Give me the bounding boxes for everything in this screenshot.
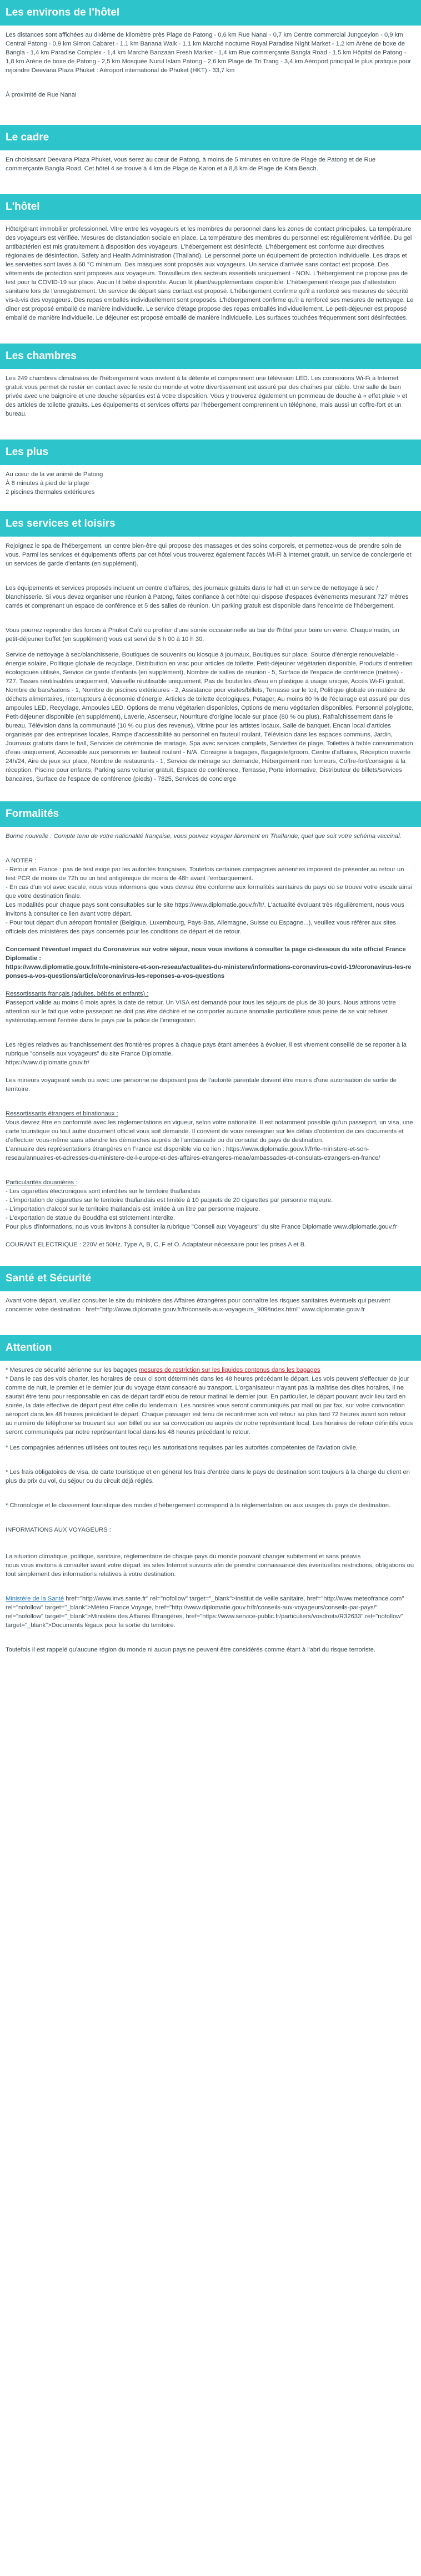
section-body-cadre [0,150,421,186]
ministere-rest: href="http://www.invs.sante.fr" rel="nofollow" target="_blank">Institut de veille sanitaire, href="http://www.meteofrance.com" rel="nofollow" target="_blank">Météo France Voyage, href="http://www.diplomatie.gouv.fr/fr/conseils-aux-voyageurs/conseils-par-pays/" rel="nofollow" target="_blank">Ministère des Affaires Étrangères, href="https://www.service-public.fr/particuliers/vosdroits/R32633" rel="nofollow" target="_blank">Documents légaux pour la sortie du territoire. [6,1595,404,1629]
section-title-sante: Santé et Sécurité [0,1266,421,1291]
rules-text: Les règles relatives au franchissement des frontières propres à chaque pays étant amenées à évoluer, il est vivement conseillé de se reporter à la rubrique "conseils aux voyageurs" du site France Diplomatie. [6,1042,407,1057]
ministere-sante-link[interactable]: Ministère de la Santé [6,1595,64,1602]
douane-line: - Les cigarettes électroniques sont interdites sur le territoire thaïlandais [6,1188,201,1195]
environs-distances: Les distances sont affichées au dixième de kilomètre près Plage de Patong - 0,6 km Rue Nanai - 0,7 km Centre commercial Jungceylon - 0,9 km Central Patong - 0,9 km Simon Cabaret - 1,1 km Banana Walk - 1,1 km Marché nocturne Royal Paradise Night Market - 1,2 km Arène de boxe de Bangla - 1,4 km Paradise Complex - 1,4 km Marché Banzaan Fresh Market - 1,4 km Rue commerçante Bangla Road - 1,5 km Hôpital de Patong - 1,8 km Arène de boxe de Patong - 2,5 km Mosquée Nurul Islam Patong - 2,6 km Plage de Tri Trang - 3,4 km Aéroport principal le plus pratique pour rejoindre Deevana Plaza Phuket : Aéroport international de Phuket (HKT) - 33,7 km [6,32,412,74]
plus-item: Au cœur de la vie animé de Patong [6,471,103,478]
ministere-links [6,1594,414,1630]
section-attention [0,1335,421,1668]
plus-item: 2 piscines thermales extérieures [6,489,95,496]
anoter-line: - Retour en France : pas de test exigé par les autorités françaises. Toutefois certaines compagnies aériennes imposent de présenter au retour un test PCR de moins de 72h ou un test antigénique de moins de 48h avant l'embarquement. [6,866,404,882]
anoter-line: - Pour tout départ d'un aéroport frontalier (Belgique, Luxembourg, Pays-Bas, Allemagne, Suisse ou Espagne...), veuillez vous référer aux sites officiels des ministères des pays concernés pour les conditions de départ et de retour. [6,920,396,935]
attention-airlines: * Les compagnies aériennes utilisées ont toutes reçu les autorisations requises par les autorités compétentes de l'aviation civile. [6,1444,358,1451]
services-dining: Vous pourrez reprendre des forces à Phuket Café ou profiter d'une soirée occasionnelle au bar de l'hôtel pour boire un verre. Chaque matin, un petit-déjeuner buffet (en supplément) vous est servi de 6 h 00 à 10 h 30. [6,627,399,643]
terrorism-notice: Toutefois il est rappelé qu'aucune région du monde ni aucun pays ne peuvent être considérés comme étant à l'abri du risque terroriste. [6,1646,375,1653]
douane-line: Pour plus d'informations, nous vous invitons à consulter la rubrique "Conseil aux Voyageurs" du site France Diplomatie www.diplomatie.gouv.fr [6,1224,397,1230]
courant-electrique: COURANT ELECTRIQUE : 220V et 50Hz. Type A, B, C, F et O. Adaptateur nécessaire pour les prises A et B. [6,1241,307,1248]
douane-title: Particularités douanières : [6,1179,78,1186]
section-services [0,511,421,797]
attention-fees: * Les frais obligatoires de visa, de carte touristique et en général les frais d'entrée dans le pays de destination sont toujours à la charge du client en plus du prix du vol, du séjour ou du circuit déjà réglés. [6,1469,410,1484]
minors-text: Les mineurs voyageant seuls ou avec une personne ne disposant pas de l'autorité parentale doivent être munis d'une autorisation de sortie de territoire. [6,1077,397,1093]
douane-line: - L'importation de cigarettes sur le territoire thaïlandais est limitée à 10 paquets de 20 cigarettes par personne majeure. [6,1197,333,1204]
section-title-environs: Les environs de l'hôtel [0,0,421,26]
foreign-title: Ressortissants étrangers et binationaux : [6,1110,118,1117]
services-spa: Rejoignez le spa de l'hébergement, un centre bien-être qui propose des massages et des soins corporels, et permettez-vous de prendre soin de vous. Parmi les services et équipements offerts par cet hôtel vous trouverez également l'accès Wi-Fi à Internet gratuit, un service de conciergerie et un services de garde d'enfants (en supplément). [6,543,412,567]
section-body-sante [0,1291,421,1327]
info-title: INFORMATIONS AUX VOYAGEURS : [6,1527,111,1533]
douane-line: - L'importation d'alcool sur le territoire thaïlandais est limitée à un litre par personne majeure. [6,1206,260,1213]
covid-notice: Concernant l'éventuel impact du Coronavirus sur votre séjour, nous vous invitons à consulter la page ci-dessous du site officiel France Diplomatie : [6,946,406,962]
baggage-restriction-link[interactable]: mesures de restriction sur les liquides contenus dans les bagages [139,1367,320,1373]
section-plus [0,440,421,503]
covid-link[interactable]: https://www.diplomatie.gouv.fr/fr/le-ministere-et-son-reseau/actualites-du-ministere/informations-coronavirus-covid-19/coronavirus-les-reponses-a-vos-questions/article/coronavirus-les-reponses-a-vos-questions [6,964,412,979]
plus-item: À 8 minutes à pied de la plage [6,480,89,487]
sante-text: Avant votre départ, veuillez consulter le site du ministère des Affaires étrangères pour connaître les risques sanitaires éventuels qui peuvent concerner votre destination : href="http://www.diplomatie.gouv.fr/fr/conseils-aux-voyageurs_909/index.html" www.diplomatie.gouv.fr [6,1297,390,1313]
section-body-environs [0,26,421,113]
services-business: Les équipements et services proposés incluent un centre d'affaires, des journaux gratuits dans le hall et un service de nettoyage à sec / blanchisserie. Si vous devez organiser une réunion à Patong, faites confiance à cet hôtel qui dispose d'espaces événements mesurant 727 mètres carrés et comprenant un espace de conférence et 5 des salles de réunion. Un parking gratuit est disponible dans l'enceinte de l'hébergement. [6,585,409,609]
attention-classification: * Chronologie et le classement touristique des modes d'hébergement correspond à la réglementation ou aux usages du pays de destination. [6,1502,391,1509]
section-title-hotel: L'hôtel [0,194,421,220]
fr-title: Ressortissants français (adultes, bébés et enfants) : [6,991,149,997]
section-environs [0,0,421,113]
section-title-formalites: Formalités [0,801,421,827]
section-hotel [0,194,421,336]
foreign-body: Vous devrez être en conformité avec les réglementations en vigueur, selon votre nationalité. Il est notamment possible qu'un passeport, un visa, une carte touristique ou tout autre document officiel vous soit demandé. Il convient de vous renseigner sur les délais d'obtention de ces documents et d'effectuer vous-même sans attendre les démarches auprès de l'ambassade ou du consulat du pays de destination. [6,1119,413,1144]
section-title-plus: Les plus [0,440,421,465]
section-title-chambres: Les chambres [0,344,421,369]
environs-proximity: À proximité de Rue Nanai [6,92,77,98]
section-title-services: Les services et loisirs [0,511,421,537]
formalites-intro: Bonne nouvelle : Compte tenu de votre nationalité française, vous pouvez voyager librement en Thaïlande, quel que soit votre schéma vaccinal. [6,833,402,840]
section-body-services [0,537,421,797]
douane-line: - L'exportation de statue du Bouddha est strictement interdite. [6,1215,176,1221]
section-title-attention: Attention [0,1335,421,1361]
info-line: nous vous invitons à consulter avant votre départ les sites Internet suivants afin de prendre connaissance des éventuelles restrictions, obligations ou tout simplement des informations relatives à votre destination. [6,1562,414,1578]
fr-body: Passeport valide au moins 6 mois après la date de retour. Un VISA est demandé pour tous les séjours de plus de 30 jours. Nous attirons votre attention sur le fait que votre passeport ne doit pas être déchiré et ne comporter aucune anomalie particulière sous peine de se voir refuser systématiquement l'entrée dans le pays par la police de l'immigration. [6,999,396,1024]
info-line: La situation climatique, politique, sanitaire, réglementaire de chaque pays du monde pouvant changer subitement et sans préavis [6,1553,361,1560]
cadre-text: En choisissant Deevana Plaza Phuket, vous serez au cœur de Patong, à moins de 5 minutes en voiture de Plage de Patong et de Rue commerçante Bangla Road. Cet hôtel 4 se trouve à 4 km de Plage de Karon et à 8,8 km de Plage de Kata Beach. [6,156,376,172]
rules-link[interactable]: https://www.diplomatie.gouv.fr/ [6,1059,89,1066]
foreign-list: L'annuaire des représentations étrangères en France est disponible via ce lien : https://www.diplomatie.gouv.fr/fr/le-ministere-et-son-reseau/annuaires-et-adresses-du-ministere-de-l-europe-et-des-affaires-etrangeres-meae/ambassades-et-consulats-etrangers-en-france/ [6,1146,380,1161]
hotel-text: Hôte/gérant immobilier professionnel. Vitre entre les voyageurs et les membres du personnel dans les zones de contact principales. La température des voyageurs est vérifiée. Mesures de distanciation sociale en place. La température des membres du personnel est régulièrement vérifiée. Du gel antibactérien est mis gratuitement à disposition des voyageurs. L'hébergement est désinfecté. L'hébergement est conforme aux directives régionales de désinfection. Safety and Health Administration (Thailand). Le personnel porte un équipement de protection individuelle. Les draps et les serviettes sont lavés à 60 °C minimum. Des masques sont proposés aux voyageurs. Un service d'arrivée sans contact est proposé. Des vêtements de protection sont proposés aux voyageurs. Travailleurs des secteurs essentiels uniquement - NON. L'hébergement ne propose pas de test pour la COVID-19 sur place. Aucun lit bébé disponible. Aucun lit pliant/supplémentaire disponible. L'hébergement n'exige pas d'attestation sanitaire lors de l'enregistrement. Un service de départ sans contact est proposé. L'hébergement confirme qu'il a renforcé ses mesures de sécurité vis-à-vis des voyageurs. Des repas emballés individuellement sont proposés. L'hébergement confirme qu'il a renforcé ses mesures de nettoyage. Le dîner est proposé emballé de manière individuelle. Le service d'étage propose des repas emballés individuellement. Le petit-déjeuner est proposé emballé de manière individuelle. Le déjeuner est proposé emballé de manière individuelle. Les surfaces touchées fréquemment sont désinfectées. [6,226,414,321]
section-cadre [0,125,421,186]
section-chambres [0,344,421,432]
section-body-attention [0,1361,421,1668]
chambres-text: Les 249 chambres climatisées de l'hébergement vous invitent à la détente et comprennent une télévision LED. Les connexions Wi-Fi à Internet gratuit vous permet de rester en contact avec le reste du monde et votre divertissement est assuré par des chaînes par câble. Une salle de bain privée avec une baignoire et une douche séparées est à votre disposition. Vous y trouverez également un pommeau de douche à « effet pluie » et des articles de toilette gratuits. Les équipements et services offerts par l'hébergement comprennent un téléphone, mais aussi un coffre-fort et un bureau. [6,375,408,417]
section-title-cadre: Le cadre [0,125,421,150]
services-amenities-list: Service de nettoyage à sec/blanchisserie, Boutiques de souvenirs ou kiosque à journaux, Boutiques sur place, Source d'énergie renouvelable - énergie solaire, Politique globale de recyclage, Distribution en vrac pour articles de toilette, Petit-déjeuner végétarien disponible, Produits d'entretien écologiques utilisés, Service de garde d'enfants (en supplément), Nombre de salles de réunion - 5, Surface de l'espace de conférence (mètres) - 727, Tasses réutilisables uniquement, Vaisselle réutilisable uniquement, Pas de bouteilles d'eau en plastique à usage unique, Accès Wi-Fi gratuit, Nombre de bars/salons - 1, Nombre de piscines extérieures - 2, Assistance pour visites/billets, Terrasse sur le toit, Politique globale en matière de déchets alimentaires, Interrupteurs à économie d'énergie, Articles de toilette écologiques, Potager, Au moins 80 % de l'éclairage est assuré par des ampoules LED, Recyclage, Ampoules LED, Options de menu végétarien disponibles, Options de menu végétarien disponibles, Personnel polyglotte, Petit-déjeuner disponible (en supplément), Laverie, Ascenseur, Nourriture d'origine locale sur place (80 % ou plus), Rafraîchissement dans le bureau, Télévision dans la communauté (10 % ou plus des revenus), Vitrine pour les artistes locaux, Salle de banquet, Encan local d'articles organisés par des entreprises locales, Rampe d'accessibilité au personnel en fauteuil roulant, Télévision dans les espaces communs, Jardin, Journaux gratuits dans le hall, Services de cérémonie de mariage, Spa avec services complets, Serviettes de plage, Toilettes à faible consommation d'eau uniquement, Accessible aux personnes en fauteuil roulant - N/A, Consigne à bagages, Bagagiste/groom, Centre d'affaires, Réception ouverte 24h/24, Aire de jeux sur place, Nombre de restaurants - 1, Service de ménage sur demande, Hébergement non fumeurs, Coffre-fort/consigne à la réception, Piscine pour enfants, Parking sans voiturier gratuit, Espace de conférence, Terrasse, Porte informative, Distributeur de billets/services bancaires, Surface de l'espace de conférence (pieds) - 7825, Services de concierge [6,651,414,782]
anoter-line: Les modalités pour chaque pays sont consultables sur le site https://www.diplomatie.gouv.fr/fr/. L'actualité évoluant très régulièrement, nous vous invitons à consulter ce lien avant votre départ. [6,902,404,917]
section-body-hotel [0,220,421,336]
attention-baggage [6,1366,414,1375]
section-sante [0,1266,421,1327]
attention-charter: * Dans le cas des vols charter, les horaires de ceux ci sont déterminés dans les 48 heures précédant le départ. Les vols peuvent s'effectuer de jour comme de nuit, le premier et le dernier jour du voyage étant consacré au transport. L'organisateur n'ayant pas la maîtrise des dites horaires, il ne saurait être tenu pour responsable en cas de départ tardif et/ou de retour matinal le dernier jour. En particulier, le départ pouvant avoir lieu tard en soirée, la date effective de départ peut être celle du lendemain. Les horaires vous seront communiqués par mail ou par fax, sur votre convocation aéroport dans les 48 heures précédant le départ. Chaque passager est tenu de reconfirmer son vol retour au plus tard 72 heures avant son retour au numéro de téléphone se trouvant sur son billet ou sur sa convocation ou auprès de notre représentant local. Les horaires de retour définitifs vous seront communiqués par notre représentant local dans les 48 heures précédant le retour. [6,1376,413,1436]
anoter-label: A NOTER : [6,857,37,864]
section-body-formalites [0,827,421,1256]
section-formalites [0,801,421,1256]
section-body-plus [0,465,421,503]
section-body-chambres [0,369,421,432]
attention-baggage-label: * Mesures de sécurité aérienne sur les bagages [6,1367,139,1373]
anoter-line: - En cas d'un vol avec escale, nous vous informons que vous devrez être conforme aux formalités sanitaires du pays où se trouve votre escale ainsi que votre destination finale. [6,884,412,900]
